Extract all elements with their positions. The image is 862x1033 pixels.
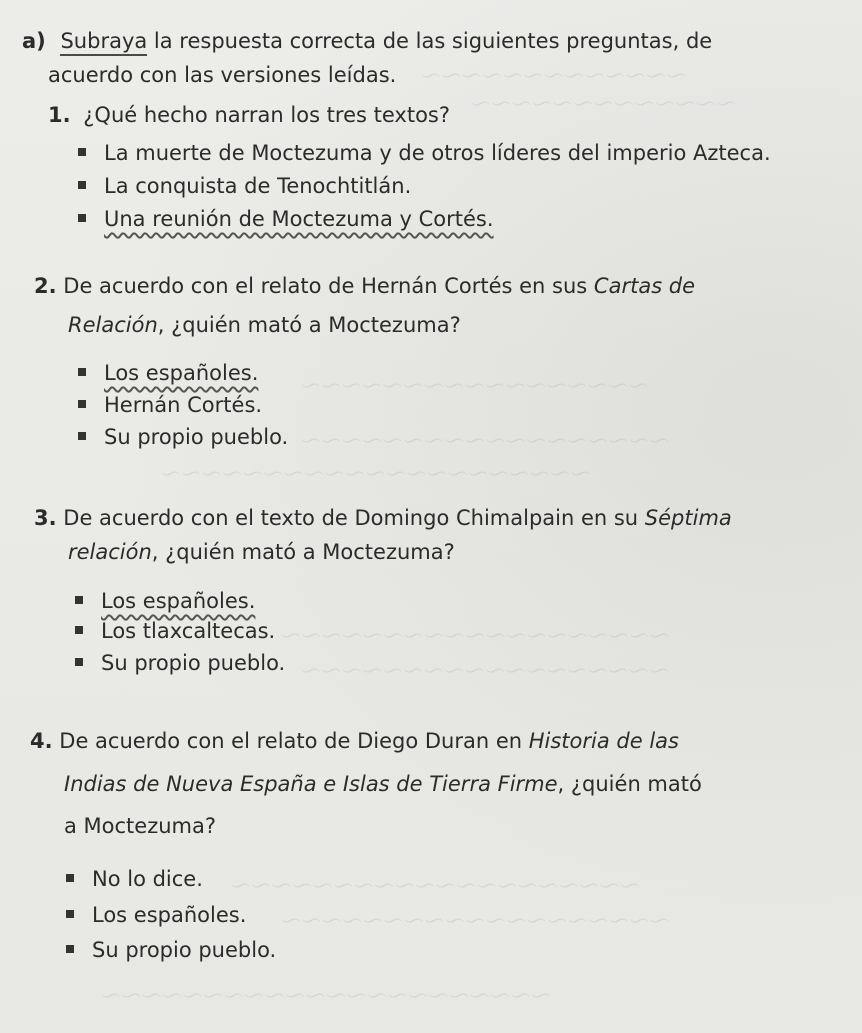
book-title: Historia de las xyxy=(528,729,679,753)
q2-option-1[interactable] xyxy=(78,360,258,386)
bleed-through-texture: ～～～～～～～～～～～～～～～～～～～ xyxy=(280,624,670,648)
bullet-icon xyxy=(78,432,86,440)
bleed-through-texture: ～～～～～～～～～～～～～～～～～～～～～～ xyxy=(100,984,551,1008)
bleed-through-texture: ～～～～～～～～～～～～～～～～～～ xyxy=(300,429,669,453)
book-title: Séptima xyxy=(644,506,732,530)
option-text: Los tlaxcaltecas. xyxy=(101,619,276,643)
book-title: Indias de Nueva España e Islas de Tierra Firme xyxy=(64,772,558,796)
question-text: De acuerdo con el relato de Hernán Cortés en sus xyxy=(56,274,594,298)
question-text: , ¿quién mató a Moctezuma? xyxy=(157,313,461,337)
bleed-through-texture: ～～～～～～～～～～～～～～～～～～～～ xyxy=(230,874,640,898)
question-2-line-2 xyxy=(68,312,461,338)
bleed-through-texture: ～～～～～～～～～～～～～～～～～～～ xyxy=(280,909,670,933)
question-2-line-1 xyxy=(34,273,695,299)
option-text: Su propio pueblo. xyxy=(92,938,277,962)
question-text: ¿Qué hecho narran los tres textos? xyxy=(76,103,451,127)
q4-option-1[interactable] xyxy=(66,866,203,892)
question-number: 1. xyxy=(48,103,71,127)
question-4-line-2 xyxy=(64,771,702,797)
option-text: La conquista de Tenochtitlán. xyxy=(104,174,412,198)
option-text-underlined: Los españoles. xyxy=(101,589,256,613)
bullet-icon xyxy=(75,658,83,666)
instruction-line-1 xyxy=(22,28,712,54)
bullet-icon xyxy=(66,910,74,918)
question-3-line-1 xyxy=(34,505,732,531)
q3-option-3[interactable] xyxy=(75,650,285,676)
question-text: De acuerdo con el relato de Diego Duran en xyxy=(52,729,529,753)
q4-option-2[interactable] xyxy=(66,902,246,928)
instruction-text: la respuesta correcta de las siguientes preguntas, de xyxy=(147,29,713,53)
question-4-line-1 xyxy=(30,728,679,754)
question-number: 2. xyxy=(34,274,57,298)
option-text: Su propio pueblo. xyxy=(101,651,286,675)
question-1 xyxy=(48,102,450,128)
bleed-through-texture: ～～～～～～～～～～～～～～～～～～～～～ xyxy=(160,462,591,486)
instruction-line-2 xyxy=(48,62,396,88)
option-text: Hernán Cortés. xyxy=(104,393,263,417)
bullet-icon xyxy=(75,626,83,634)
bullet-icon xyxy=(75,596,83,604)
bullet-icon xyxy=(78,368,86,376)
bleed-through-texture: ～～～～～～～～～～～～～～～～～ xyxy=(300,374,649,398)
option-text-underlined: Una reunión de Moctezuma y Cortés. xyxy=(104,207,494,231)
instruction-text-line2: acuerdo con las versiones leídas. xyxy=(48,63,397,87)
instruction-label: a) xyxy=(22,29,46,53)
question-text: , ¿quién mató a Moctezuma? xyxy=(151,540,455,564)
q2-option-2[interactable] xyxy=(78,392,262,418)
q2-option-3[interactable] xyxy=(78,424,288,450)
option-text: Su propio pueblo. xyxy=(104,425,289,449)
bullet-icon xyxy=(66,874,74,882)
q3-option-2[interactable] xyxy=(75,618,275,644)
question-3-line-2 xyxy=(68,539,455,565)
bleed-through-texture: ～～～～～～～～～～～～～～～～～～ xyxy=(300,659,669,683)
question-text: De acuerdo con el texto de Domingo Chimalpain en su xyxy=(56,506,645,530)
question-number: 4. xyxy=(30,729,53,753)
bleed-through-texture: ～～～～～～～～～～～～～ xyxy=(470,92,737,116)
question-text: a Moctezuma? xyxy=(64,814,217,838)
q3-option-1[interactable] xyxy=(75,588,255,614)
question-text: , ¿quién mató xyxy=(557,772,702,796)
bullet-icon xyxy=(78,400,86,408)
book-title: Relación xyxy=(68,313,158,337)
option-text: No lo dice. xyxy=(92,867,203,891)
bullet-icon xyxy=(78,148,86,156)
q1-option-3[interactable] xyxy=(78,206,494,232)
q4-option-3[interactable] xyxy=(66,937,276,963)
book-title: relación xyxy=(68,540,152,564)
bullet-icon xyxy=(78,214,86,222)
bleed-through-texture: ～～～～～～～～～～～～～ xyxy=(420,64,687,88)
bullet-icon xyxy=(78,181,86,189)
question-4-line-3 xyxy=(64,813,216,839)
option-text-underlined: Los españoles. xyxy=(104,361,259,385)
instruction-verb: Subraya xyxy=(60,29,147,56)
q1-option-2[interactable] xyxy=(78,173,411,199)
q1-option-1[interactable] xyxy=(78,140,771,166)
bullet-icon xyxy=(66,945,74,953)
option-text: Los españoles. xyxy=(92,903,247,927)
book-title: Cartas de xyxy=(593,274,696,298)
option-text: La muerte de Moctezuma y de otros líderes del imperio Azteca. xyxy=(104,141,771,165)
question-number: 3. xyxy=(34,506,57,530)
